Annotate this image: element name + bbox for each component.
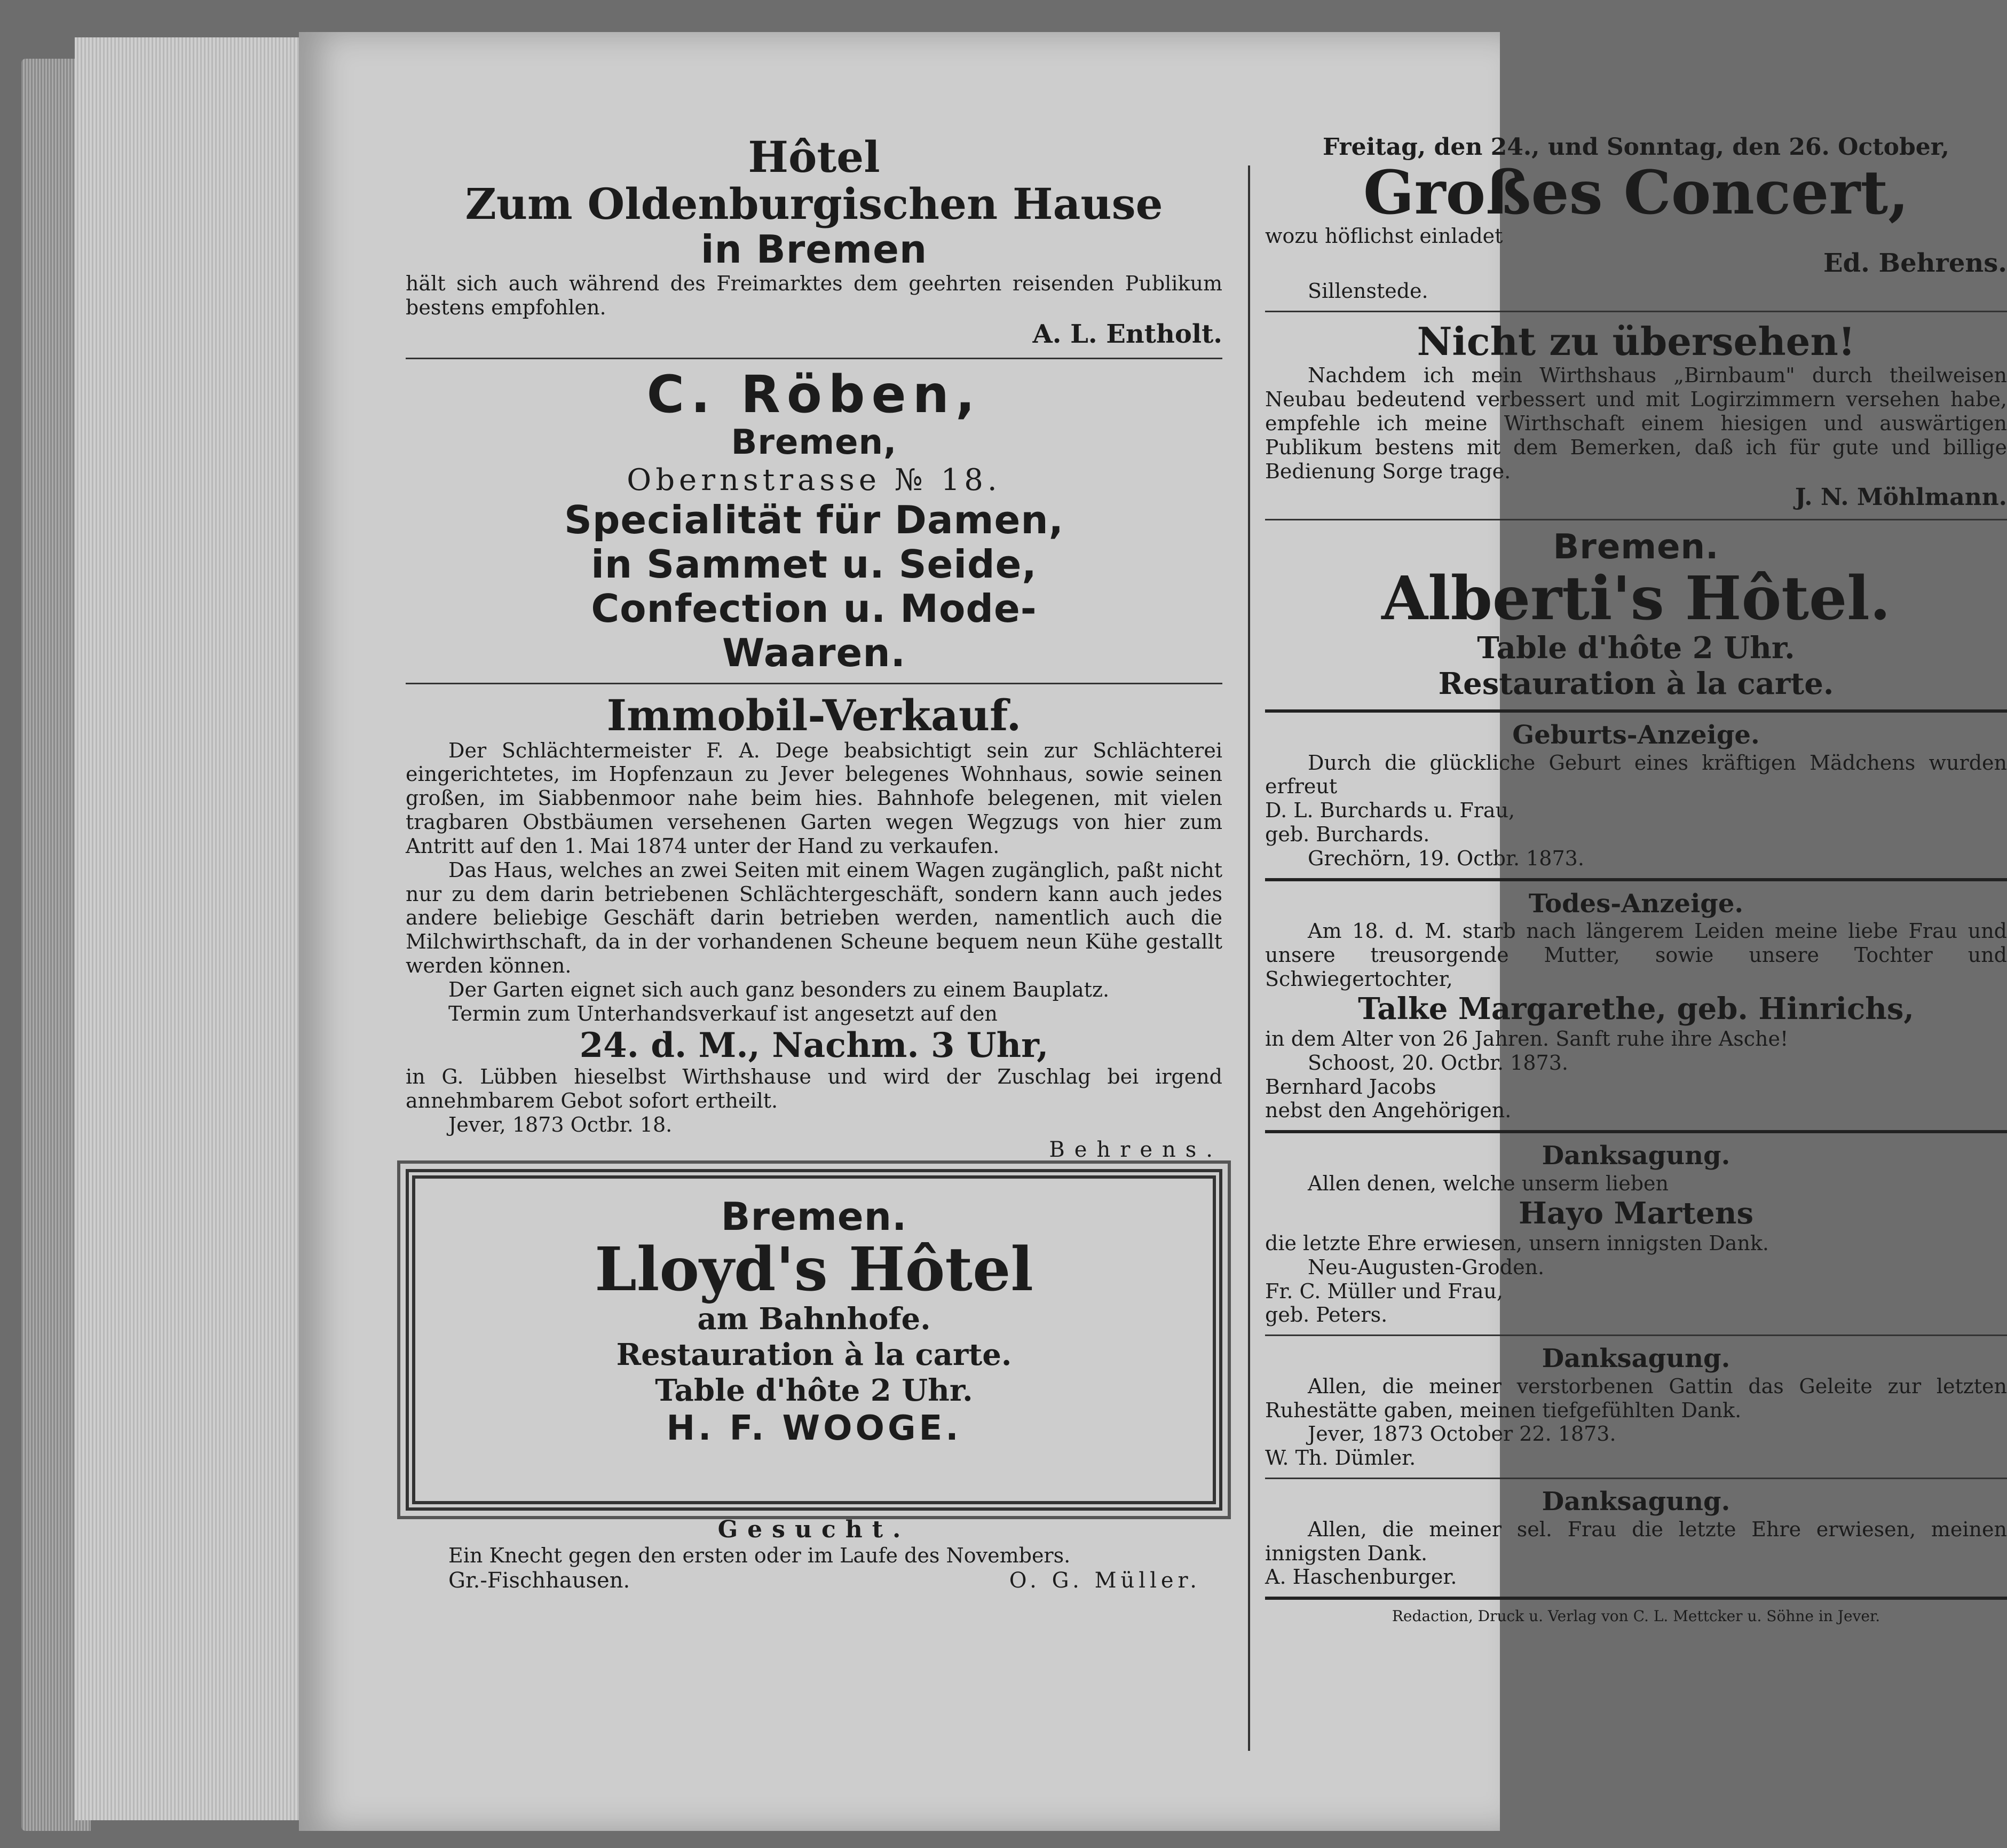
alberti-restauration: Restauration à la carte. bbox=[1438, 666, 1834, 701]
todes-place: Schoost, 20. Octbr. 1873. bbox=[1308, 1051, 1568, 1075]
immo-paragraph-5: in G. Lübben hieselbst Wirthshause und wird der Zuschlag bei irgend annehmbarem Gebot sofort ertheilt. bbox=[406, 1065, 1222, 1112]
divider bbox=[1265, 1130, 2007, 1133]
dank1-text-1: Allen denen, welche unserm lieben bbox=[1308, 1171, 1669, 1195]
ad-lloyds-hotel bbox=[406, 1169, 1222, 1511]
notice-todes-anzeige bbox=[1265, 889, 2007, 1123]
dank2-place: Jever, 1873 October 22. 1873. bbox=[1308, 1422, 1616, 1446]
divider bbox=[1265, 1597, 2007, 1600]
geburt-signature-2: geb. Burchards. bbox=[1265, 823, 1430, 847]
gesucht-text: Ein Knecht gegen den ersten oder im Laufe des Novembers. bbox=[448, 1544, 1071, 1568]
concert-signature: Ed. Behrens. bbox=[1823, 248, 2007, 279]
todes-name: Talke Margarethe, geb. Hinrichs, bbox=[1358, 991, 1914, 1026]
divider bbox=[1265, 1478, 2007, 1479]
geburt-place: Grechörn, 19. Octbr. 1873. bbox=[1308, 846, 1584, 870]
ad-nicht-zu-uebersehen bbox=[1265, 320, 2007, 512]
ad-gesucht bbox=[406, 1516, 1222, 1594]
nicht-title: Nicht zu übersehen! bbox=[1417, 318, 1855, 364]
geburt-signature-1: D. L. Burchards u. Frau, bbox=[1265, 799, 1515, 823]
immo-paragraph-4: Termin zum Unterhandsverkauf ist angesetzt auf den bbox=[448, 1001, 998, 1025]
todes-signature-1: Bernhard Jacobs bbox=[1265, 1075, 1436, 1099]
concert-invite: wozu höflichst einladet bbox=[1265, 224, 1503, 248]
hotel-text: hält sich auch während des Freimarktes dem geehrten reisenden Publikum bestens empfohlen. bbox=[406, 271, 1222, 319]
right-column bbox=[1265, 133, 2007, 1625]
dank1-title: Danksagung. bbox=[1542, 1141, 1731, 1171]
roeben-spec-1: Specialität für Damen, bbox=[564, 497, 1064, 543]
dank3-title: Danksagung. bbox=[1542, 1487, 1731, 1517]
dank2-signature: W. Th. Dümler. bbox=[1265, 1446, 1416, 1470]
lloyd-city: Bremen. bbox=[721, 1194, 907, 1239]
immo-paragraph-3: Der Garten eignet sich auch ganz besonders zu einem Bauplatz. bbox=[448, 977, 1110, 1001]
nicht-text: Nachdem ich mein Wirthshaus „Birnbaum" durch theilweisen Neubau bedeutend verbessert und mit Logirzimmern versehen habe, empfehle ich meine Wirthschaft einem hiesigen und auswärtigen Publikum bestens mit dem Bemerken, daß ich für gute und billige Bedienung Sorge trage. bbox=[1265, 364, 2007, 483]
notice-danksagung-2 bbox=[1265, 1344, 2007, 1470]
divider bbox=[1265, 311, 2007, 312]
dank1-signature-1: Fr. C. Müller und Frau, bbox=[1265, 1279, 1503, 1303]
roeben-city: Bremen, bbox=[731, 422, 897, 462]
notice-geburts-anzeige bbox=[1265, 720, 2007, 871]
left-column bbox=[406, 133, 1222, 1593]
immo-signature: Behrens. bbox=[1049, 1137, 1222, 1162]
alberti-table: Table d'hôte 2 Uhr. bbox=[1477, 630, 1795, 666]
dank1-signature-2: geb. Peters. bbox=[1265, 1303, 1388, 1327]
divider bbox=[1265, 709, 2007, 713]
alberti-city: Bremen. bbox=[1553, 527, 1719, 567]
concert-title: Großes Concert, bbox=[1363, 157, 1909, 228]
roeben-name: C. Röben, bbox=[646, 365, 982, 425]
lloyd-location: am Bahnhofe. bbox=[697, 1301, 931, 1337]
hotel-city: in Bremen bbox=[700, 227, 928, 272]
dank3-signature: A. Haschenburger. bbox=[1265, 1565, 1457, 1589]
todes-age: in dem Alter von 26 Jahren. Sanft ruhe ihre Asche! bbox=[1265, 1026, 1789, 1051]
immo-date: 24. d. M., Nachm. 3 Uhr, bbox=[579, 1025, 1049, 1065]
immo-title: Immobil-Verkauf. bbox=[606, 690, 1022, 740]
hotel-title: Hôtel bbox=[748, 132, 880, 182]
alberti-name: Alberti's Hôtel. bbox=[1381, 563, 1891, 634]
notice-danksagung-3 bbox=[1265, 1487, 2007, 1589]
gesucht-place: Gr.-Fischhausen. bbox=[448, 1568, 630, 1593]
divider bbox=[406, 683, 1222, 684]
dank3-text: Allen, die meiner sel. Frau die letzte Ehre erwiesen, meinen innigsten Dank. bbox=[1265, 1517, 2007, 1565]
nicht-signature: J. N. Möhlmann. bbox=[1795, 483, 2007, 511]
gesucht-title: Gesucht. bbox=[717, 1515, 911, 1543]
concert-place: Sillenstede. bbox=[1308, 279, 1428, 303]
gesucht-signature: O. G. Müller. bbox=[1009, 1568, 1201, 1593]
ad-albertis-hotel bbox=[1265, 528, 2007, 702]
geburt-text: Durch die glückliche Geburt eines kräftigen Mädchens wurden erfreut bbox=[1265, 751, 2007, 799]
dank1-text-2: die letzte Ehre erwiesen, unsern innigsten Dank. bbox=[1265, 1231, 1769, 1255]
todes-signature-2: nebst den Angehörigen. bbox=[1265, 1099, 1512, 1123]
divider bbox=[406, 358, 1222, 359]
divider bbox=[1265, 878, 2007, 881]
dank1-place: Neu-Augusten-Groden. bbox=[1308, 1255, 1545, 1279]
roeben-spec-4: Waaren. bbox=[722, 630, 906, 675]
immo-place-date: Jever, 1873 Octbr. 18. bbox=[448, 1112, 673, 1136]
imprint: Redaction, Druck u. Verlag von C. L. Mettcker u. Söhne in Jever. bbox=[1392, 1607, 1880, 1625]
newspaper-page bbox=[299, 32, 2007, 1831]
ad-hotel-oldenburg bbox=[406, 133, 1222, 350]
immo-paragraph-2: Das Haus, welches an zwei Seiten mit einem Wagen zugänglich, paßt nicht nur zu dem darin betriebenen Schlächtergeschäft, sondern kann auch jedes andere beliebige Geschäft darin betrieben werden, namentlich auch die Milchwirthschaft, da in der vorhandenen Scheune bequem neun Kühe gestallt werden können. bbox=[406, 858, 1222, 978]
hotel-signature: A. L. Entholt. bbox=[1032, 319, 1222, 350]
divider bbox=[1265, 1334, 2007, 1336]
lloyd-name: Lloyd's Hôtel bbox=[595, 1235, 1033, 1305]
page-stack bbox=[75, 37, 299, 1820]
ad-concert bbox=[1265, 133, 2007, 303]
hotel-name: Zum Oldenburgischen Hause bbox=[465, 179, 1163, 229]
gesucht-footer bbox=[406, 1568, 1222, 1593]
column-divider bbox=[1248, 165, 1250, 1751]
dank2-title: Danksagung. bbox=[1542, 1344, 1731, 1374]
geburt-title: Geburts-Anzeige. bbox=[1512, 720, 1760, 750]
ad-immobil-verkauf bbox=[406, 692, 1222, 1163]
dank1-name: Hayo Martens bbox=[1518, 1195, 1754, 1231]
roeben-spec-3: Confection u. Mode- bbox=[591, 586, 1037, 631]
lloyd-owner: H. F. WOOGE. bbox=[666, 1408, 962, 1448]
dank2-text: Allen, die meiner verstorbenen Gattin das Geleite zur letzten Ruhestätte gaben, meinen tiefgefühlten Dank. bbox=[1265, 1374, 2007, 1422]
ad-roeben bbox=[406, 367, 1222, 675]
todes-text: Am 18. d. M. starb nach längerem Leiden meine liebe Frau und unsere treusorgende Mutter, sowie unsere Tochter und Schwiegertochter, bbox=[1265, 919, 2007, 991]
notice-danksagung-1 bbox=[1265, 1141, 2007, 1327]
todes-title: Todes-Anzeige. bbox=[1528, 888, 1744, 919]
immo-paragraph-1: Der Schlächtermeister F. A. Dege beabsichtigt sein zur Schlächterei eingerichtetes, im Hopfenzaun zu Jever belegenes Wohnhaus, sowie seinen großen, im Siabbenmoor nahe beim hies. Bahnhofe belegenen, mit vielen tragbaren Obstbäumen versehenen Garten wegen Wegzugs von hier zum Antritt auf den 1. Mai 1874 unter der Hand zu verkaufen. bbox=[406, 738, 1222, 858]
roeben-spec-2: in Sammet u. Seide, bbox=[591, 542, 1037, 587]
lloyd-table: Table d'hôte 2 Uhr. bbox=[655, 1373, 973, 1409]
divider bbox=[1265, 519, 2007, 520]
roeben-street: Obernstrasse № 18. bbox=[627, 463, 1001, 498]
concert-date: Freitag, den 24., und Sonntag, den 26. October, bbox=[1322, 133, 1950, 161]
lloyd-restauration: Restauration à la carte. bbox=[616, 1337, 1012, 1373]
